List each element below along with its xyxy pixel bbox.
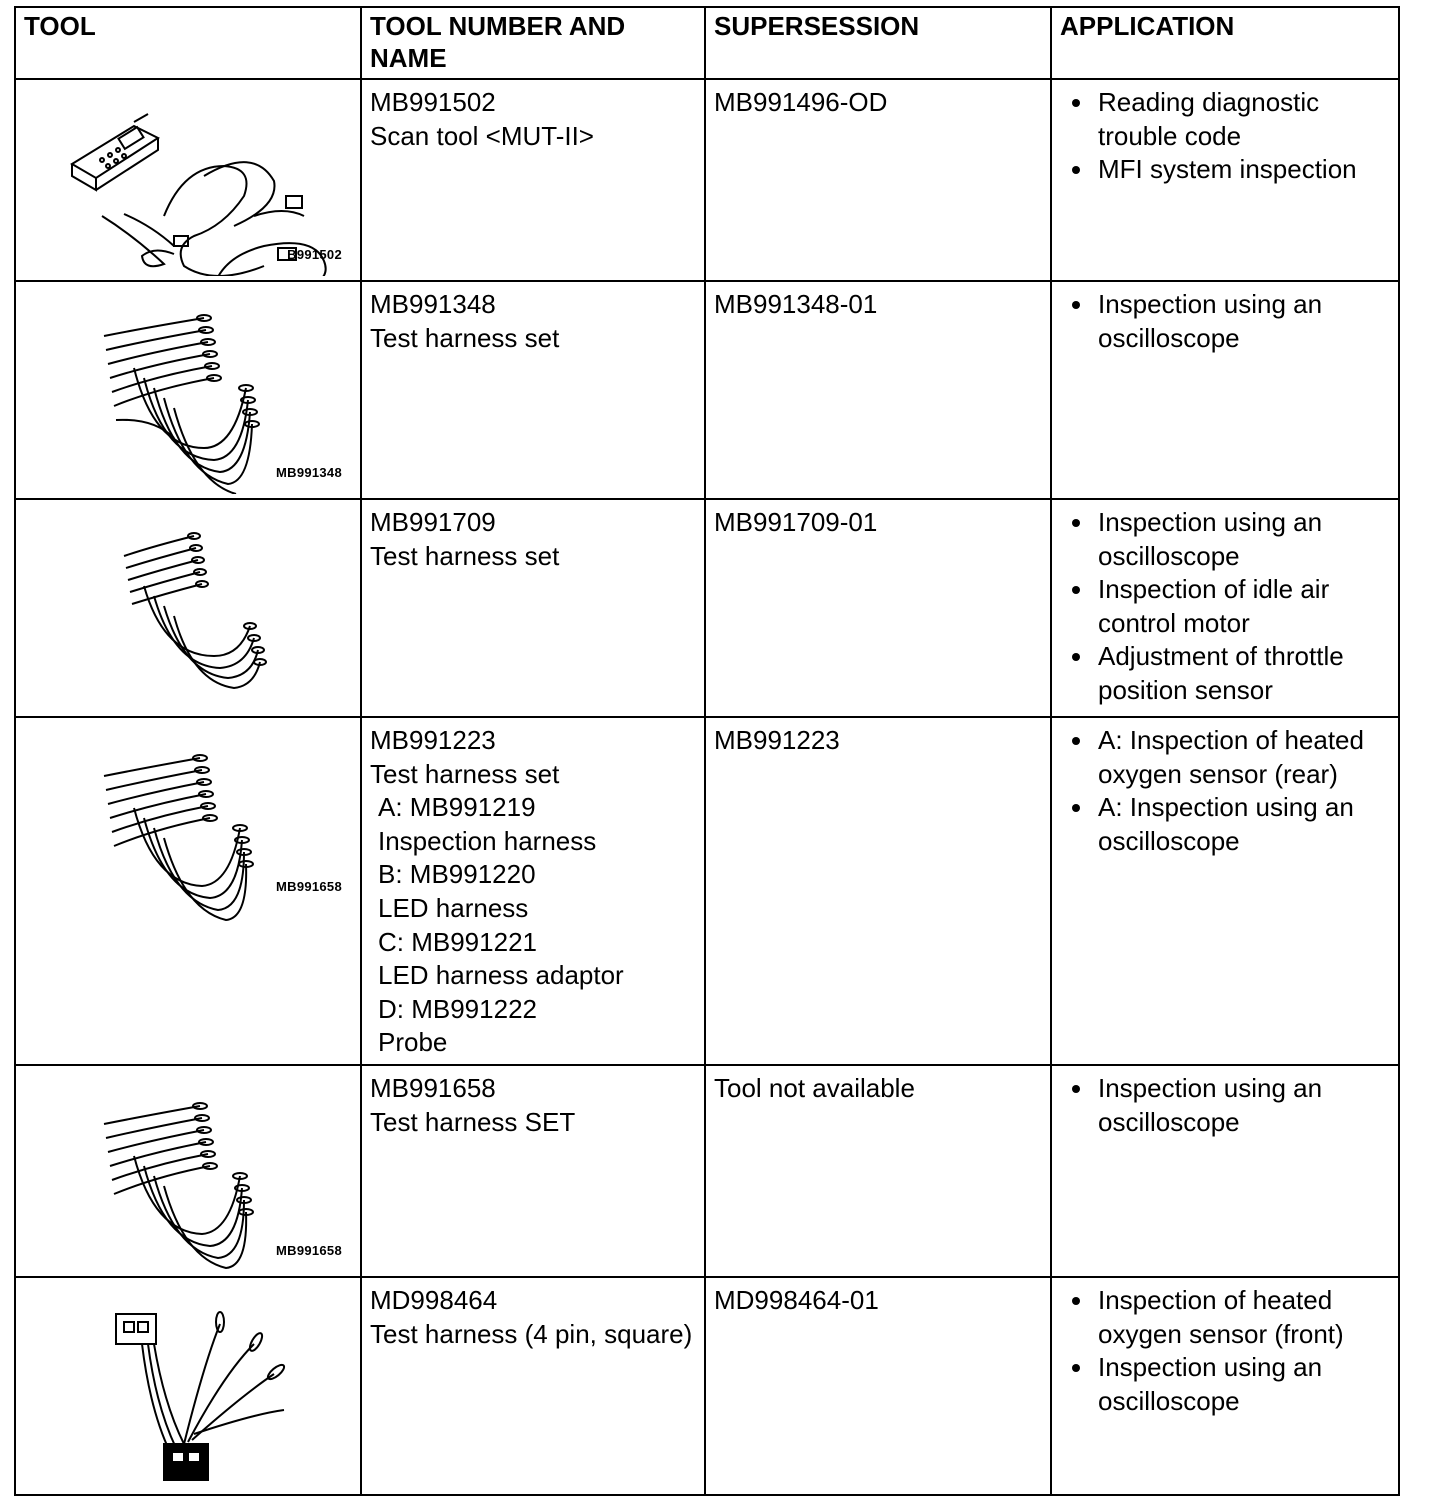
component-name: Probe — [378, 1027, 448, 1058]
application-cell — [1051, 1065, 1399, 1277]
tool-number-cell — [361, 1277, 705, 1495]
application-cell — [1051, 79, 1399, 281]
test-harness-image — [24, 1072, 368, 1272]
tool-number: MB991658 — [370, 1073, 496, 1103]
component-number: A: MB991219 — [378, 792, 536, 823]
tool-number: MB991223 — [370, 725, 496, 755]
application-item: Inspection of heated oxygen sensor (front) — [1060, 1284, 1390, 1351]
table-row — [15, 717, 1399, 1065]
supersession-cell: MB991496-OD — [705, 79, 1051, 281]
tool-image-label: MB991658 — [276, 879, 342, 894]
application-item: Inspection using an oscilloscope — [1060, 1072, 1390, 1139]
header-row — [15, 7, 1399, 79]
supersession-cell: MB991348-01 — [705, 281, 1051, 499]
component-number: B: MB991220 — [378, 859, 536, 890]
header-application: APPLICATION — [1051, 7, 1399, 79]
tool-number-cell — [361, 1065, 705, 1277]
tool-number-cell — [361, 717, 705, 1065]
application-cell — [1051, 717, 1399, 1065]
application-item: Reading diagnostic trouble code — [1060, 86, 1390, 153]
connector-harness-image — [24, 1284, 368, 1490]
table-row — [15, 79, 1399, 281]
application-item: Inspection using an oscilloscope — [1060, 288, 1390, 355]
supersession-cell: MD998464-01 — [705, 1277, 1051, 1495]
tool-image-cell — [15, 79, 361, 281]
test-harness-image — [24, 506, 368, 712]
application-item: MFI system inspection — [1060, 153, 1390, 187]
application-item: A: Inspection using an oscilloscope — [1060, 791, 1390, 858]
header-tool: TOOL — [15, 7, 361, 79]
application-cell — [1051, 281, 1399, 499]
table-row — [15, 1277, 1399, 1495]
component-name: Inspection harness — [378, 825, 597, 856]
table-row — [15, 499, 1399, 717]
tool-name: Test harness set — [370, 758, 560, 789]
supersession-cell: MB991223 — [705, 717, 1051, 1065]
test-harness-image — [24, 724, 368, 924]
tool-number-cell — [361, 281, 705, 499]
tool-image-label: MB991348 — [276, 465, 342, 480]
tool-number: MB991502 — [370, 87, 496, 117]
tool-number: MD998464 — [370, 1285, 498, 1315]
application-cell — [1051, 1277, 1399, 1495]
tool-image-cell — [15, 717, 361, 1065]
tool-number-cell — [361, 499, 705, 717]
test-harness-image — [24, 288, 368, 494]
application-item: Inspection using an oscilloscope — [1060, 1351, 1390, 1418]
tool-number-cell — [361, 79, 705, 281]
table-row — [15, 281, 1399, 499]
tool-number: MB991348 — [370, 289, 496, 319]
tool-image-cell — [15, 281, 361, 499]
tool-name: Test harness SET — [370, 1106, 576, 1137]
component-number: C: MB991221 — [378, 926, 537, 957]
application-item: Inspection using an oscilloscope — [1060, 506, 1390, 573]
tool-number: MB991709 — [370, 507, 496, 537]
supersession-cell: Tool not available — [705, 1065, 1051, 1277]
supersession-cell: MB991709-01 — [705, 499, 1051, 717]
application-cell — [1051, 499, 1399, 717]
header-supersession: SUPERSESSION — [705, 7, 1051, 79]
component-name: LED harness adaptor — [378, 960, 624, 991]
application-item: A: Inspection of heated oxygen sensor (rear) — [1060, 724, 1390, 791]
application-item: Adjustment of throttle position sensor — [1060, 640, 1390, 707]
tool-image-label: B991502 — [287, 247, 342, 262]
table-row — [15, 1065, 1399, 1277]
component-number: D: MB991222 — [378, 993, 537, 1024]
tool-name: Test harness set — [370, 322, 560, 353]
application-item: Inspection of idle air control motor — [1060, 573, 1390, 640]
tool-name: Scan tool <MUT-II> — [370, 120, 594, 151]
tool-image-label: MB991658 — [276, 1243, 342, 1258]
tool-name: Test harness set — [370, 540, 560, 571]
tool-image-cell — [15, 499, 361, 717]
tool-name: Test harness (4 pin, square) — [370, 1318, 693, 1349]
tool-image-cell — [15, 1277, 361, 1495]
special-tools-table — [14, 6, 1400, 1496]
component-name: LED harness — [378, 892, 529, 923]
header-tool-number: TOOL NUMBER AND NAME — [361, 7, 705, 79]
tool-image-cell — [15, 1065, 361, 1277]
